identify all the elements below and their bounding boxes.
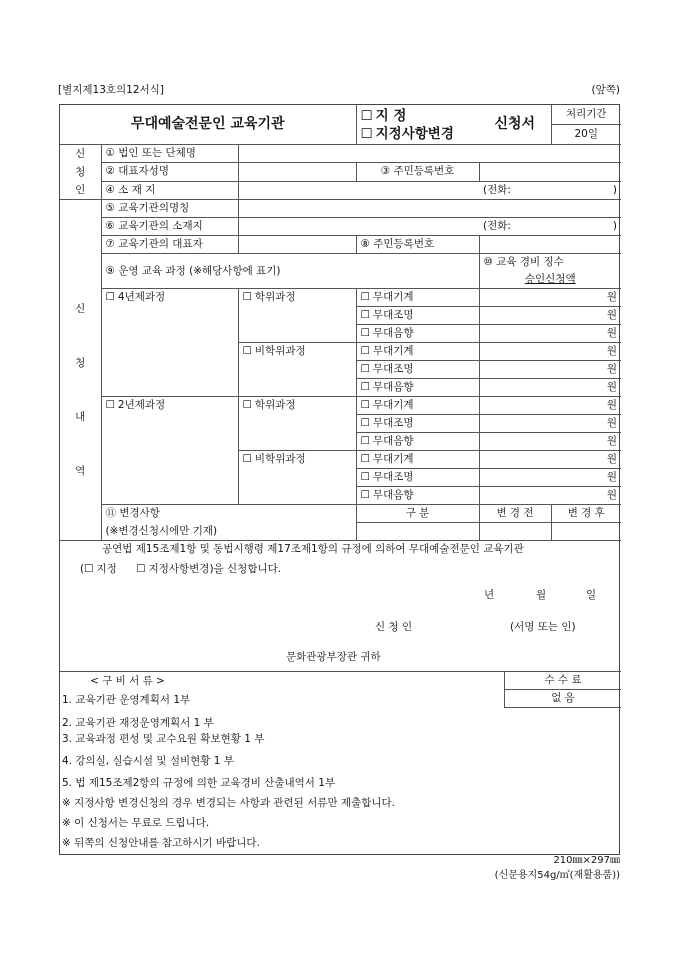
track-degree[interactable]: ☐ 학위과정: [238, 289, 356, 343]
changes-note: (※변경신청시에만 기재): [101, 523, 356, 541]
course-item[interactable]: ☐ 무대음향: [356, 325, 479, 343]
processing-label: 처리기간: [551, 105, 621, 125]
resident-number-label: ③ 주민등록번호: [356, 163, 479, 181]
fee-amount[interactable]: 원: [479, 487, 621, 505]
course-item[interactable]: ☐ 무대조명: [356, 415, 479, 433]
title-options: [356, 105, 479, 145]
courses-label: ⑨ 운영 교육 과정 (※해당사항에 표기): [101, 254, 479, 289]
checkbox-icon[interactable]: [361, 291, 373, 303]
address-field[interactable]: [238, 181, 479, 199]
fee-value: 없 음: [551, 692, 575, 704]
fee-amount[interactable]: 원: [479, 469, 621, 487]
documents-heading: < 구 비 서 류 >: [90, 675, 165, 687]
course-item[interactable]: ☐ 무대기계: [356, 397, 479, 415]
application-form: [59, 104, 620, 855]
course-item[interactable]: ☐ 무대기계: [356, 289, 479, 307]
fee-amount[interactable]: 원: [479, 397, 621, 415]
fee-approval-label: ⑩ 교육 경비 징수 승인신청액: [479, 254, 621, 289]
checkbox-icon[interactable]: [361, 417, 373, 429]
fee-amount[interactable]: 원: [479, 361, 621, 379]
fee-amount[interactable]: 원: [479, 289, 621, 307]
checkbox-icon[interactable]: [106, 291, 118, 303]
institution-address-label: ⑥ 교육기관의 소재지: [101, 218, 238, 236]
checkbox-icon[interactable]: [361, 381, 373, 393]
paper-size: 210㎜×297㎜: [553, 855, 620, 866]
phone-field[interactable]: (전화: ): [479, 181, 621, 199]
checkbox-icon[interactable]: [243, 399, 255, 411]
course-item[interactable]: ☐ 무대음향: [356, 487, 479, 505]
course-item[interactable]: ☐ 무대음향: [356, 433, 479, 451]
processing-value: 20일: [551, 125, 621, 145]
paper-type: (신문용지54g/㎡(재활용품)): [494, 870, 620, 881]
fee-amount[interactable]: 원: [479, 307, 621, 325]
checkbox-icon[interactable]: [243, 345, 255, 357]
changes-category-field[interactable]: [356, 523, 479, 541]
document-note: ※ 이 신청서는 무료로 드립니다.: [62, 817, 210, 829]
course-item[interactable]: ☐ 무대조명: [356, 469, 479, 487]
checkbox-icon[interactable]: [361, 327, 373, 339]
document-note: ※ 지정사항 변경신청의 경우 변경되는 사항과 관련된 서류만 제출합니다.: [62, 797, 395, 809]
institution-rep-label: ⑦ 교육기관의 대표자: [101, 236, 238, 254]
page-side: (앞쪽): [591, 84, 620, 96]
changes-col-after: 변 경 후: [551, 505, 621, 523]
org-name-field[interactable]: [238, 145, 621, 163]
checkbox-icon[interactable]: [361, 108, 376, 124]
checkbox-icon[interactable]: [106, 399, 118, 411]
declaration-line1: 공연법 제15조제1항 및 동법시행령 제17조제1항의 규정에 의하여 무대예술전문인 교육기관: [102, 543, 524, 555]
fee-amount[interactable]: 원: [479, 325, 621, 343]
course-item[interactable]: ☐ 무대음향: [356, 379, 479, 397]
title-suffix: 신청서: [479, 105, 551, 145]
document-item: 3. 교육과정 편성 및 교수요원 확보현황 1 부: [62, 733, 265, 745]
track-degree[interactable]: ☐ 학위과정: [238, 397, 356, 451]
institution-phone-field[interactable]: (전화: ): [479, 218, 621, 236]
checkbox-icon[interactable]: [84, 563, 96, 575]
documents-block: [60, 672, 621, 855]
changes-after-field[interactable]: [551, 523, 621, 541]
rep-name-label: ② 대표자성명: [101, 163, 238, 181]
form-number: [별지제13호의12서식]: [58, 84, 164, 96]
fee-amount[interactable]: 원: [479, 415, 621, 433]
resident-number-field[interactable]: [479, 163, 621, 181]
institution-rep-field[interactable]: [238, 236, 356, 254]
checkbox-icon[interactable]: [136, 563, 148, 575]
form-title: 무대예술전문인 교육기관: [60, 105, 356, 145]
changes-before-field[interactable]: [479, 523, 551, 541]
fee-label: 수 수 료: [505, 672, 621, 690]
institution-name-field[interactable]: [238, 200, 621, 218]
changes-label: ⑪ 변경사항: [101, 505, 356, 523]
document-item: 5. 법 제15조제2항의 규정에 의한 교육경비 산출내역서 1부: [62, 777, 336, 789]
document-item: 4. 강의실, 실습시설 및 설비현황 1 부: [62, 755, 234, 767]
document-item: 2. 교육기관 재정운영계획서 1 부: [62, 717, 214, 729]
org-name-label: ① 법인 또는 단체명: [101, 145, 238, 163]
track-non-degree[interactable]: ☐ 비학위과정: [238, 451, 356, 505]
checkbox-icon[interactable]: [361, 345, 373, 357]
checkbox-icon[interactable]: [361, 435, 373, 447]
document-item: 1. 교육기관 운영계획서 1부: [62, 694, 191, 706]
checkbox-icon[interactable]: [361, 126, 376, 142]
date-year[interactable]: 년: [484, 589, 495, 601]
fee-amount[interactable]: 원: [479, 451, 621, 469]
course-item[interactable]: ☐ 무대기계: [356, 343, 479, 361]
track-non-degree[interactable]: ☐ 비학위과정: [238, 343, 356, 397]
address-label: ④ 소 재 지: [101, 181, 238, 199]
institution-rep-resident-label: ⑧ 주민등록번호: [356, 236, 479, 254]
course-item[interactable]: ☐ 무대조명: [356, 307, 479, 325]
declaration-line2: ( ☐ 지정 ☐ 지정사항변경)을 신청합니다.: [80, 561, 281, 578]
program-4year[interactable]: ☐ 4년제과정: [101, 289, 238, 397]
checkbox-icon[interactable]: [361, 399, 373, 411]
declaration-block: [60, 541, 621, 672]
checkbox-icon[interactable]: [361, 453, 373, 465]
checkbox-icon[interactable]: [243, 291, 255, 303]
applicant-signature-label: 신 청 인: [375, 621, 413, 633]
institution-address-field[interactable]: [238, 218, 479, 236]
institution-rep-resident-field[interactable]: [479, 236, 621, 254]
change-option[interactable]: ☐ 지정사항변경: [361, 125, 476, 143]
checkbox-icon[interactable]: [243, 453, 255, 465]
changes-col-before: 변 경 전: [479, 505, 551, 523]
fee-box: [504, 672, 621, 708]
applicant-section-label: 신 청 인: [60, 145, 101, 200]
checkbox-icon[interactable]: [361, 363, 373, 375]
checkbox-icon[interactable]: [361, 471, 373, 483]
rep-name-field[interactable]: [238, 163, 356, 181]
details-section-label: 신 청 내 역: [60, 200, 101, 541]
fee-amount[interactable]: 원: [479, 433, 621, 451]
date-month[interactable]: 월: [536, 589, 547, 601]
document-note: ※ 뒤쪽의 신청안내를 참고하시기 바랍니다.: [62, 837, 260, 849]
fee-amount[interactable]: 원: [479, 343, 621, 361]
checkbox-icon[interactable]: [361, 309, 373, 321]
changes-col-category: 구 분: [356, 505, 479, 523]
recipient: 문화관광부장관 귀하: [286, 651, 381, 663]
date-day[interactable]: 일: [586, 589, 597, 601]
program-2year[interactable]: ☐ 2년제과정: [101, 397, 238, 505]
designation-option[interactable]: ☐ 지 정: [361, 107, 476, 125]
fee-amount[interactable]: 원: [479, 379, 621, 397]
checkbox-icon[interactable]: [361, 489, 373, 501]
course-item[interactable]: ☐ 무대조명: [356, 361, 479, 379]
signature-field[interactable]: (서명 또는 인): [510, 621, 576, 633]
institution-name-label: ⑤ 교육기관의명칭: [101, 200, 238, 218]
course-item[interactable]: ☐ 무대기계: [356, 451, 479, 469]
